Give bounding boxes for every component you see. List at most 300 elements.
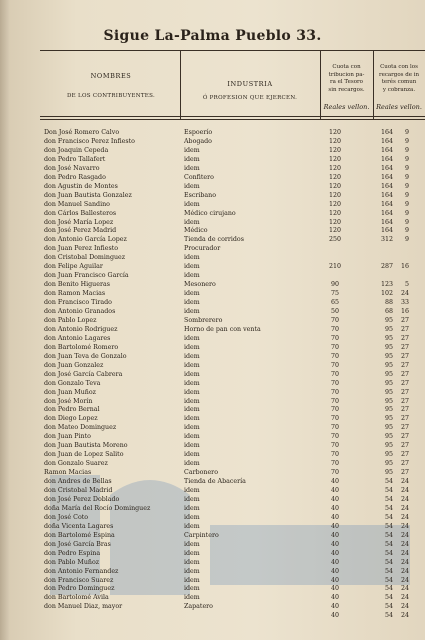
table-row bbox=[0, 280, 425, 289]
cuota-sin-recargos-cell: 120 bbox=[328, 227, 342, 235]
cuota-sin-recargos-cell: 40 bbox=[330, 558, 339, 566]
header-cuota-con-recargos bbox=[373, 64, 425, 94]
contributor-name: Ramon Macias bbox=[44, 469, 92, 477]
table-row bbox=[0, 146, 425, 155]
cuota-con-recargos-cell: 95 bbox=[384, 397, 393, 405]
industry-cell: idem bbox=[184, 585, 200, 593]
cuota-con-recargos-cell: 54 bbox=[384, 585, 393, 593]
industry-cell: Abogado bbox=[184, 137, 212, 145]
cuota-fraccion-cell: 24 bbox=[400, 567, 409, 575]
table-row bbox=[0, 558, 425, 567]
cuota-fraccion-cell: 9 bbox=[404, 129, 409, 136]
cuota-sin-recargos-cell: 40 bbox=[330, 603, 339, 611]
cuota-sin-recargos-cell: 70 bbox=[330, 379, 339, 387]
cuota-sin-recargos-cell: 90 bbox=[330, 281, 339, 289]
header-cuota2-line1: Cuota con los bbox=[380, 64, 418, 70]
contributor-name: don Agustin de Montes bbox=[44, 182, 118, 190]
industry-cell: Espoerío bbox=[184, 129, 213, 136]
cuota-con-recargos-cell: 95 bbox=[384, 361, 393, 369]
contributor-name: don Juan de Lopez Salito bbox=[44, 451, 124, 459]
table-row bbox=[0, 513, 425, 522]
contributor-name: don Francisco Perez Infiesto bbox=[44, 137, 135, 145]
industry-cell: idem bbox=[184, 254, 200, 262]
header-reales-vellon-1: Reales vellon. bbox=[323, 103, 370, 111]
industry-cell: idem bbox=[184, 487, 200, 494]
cuota-fraccion-cell: 27 bbox=[400, 352, 409, 360]
cuota-fraccion-cell: 24 bbox=[400, 549, 409, 557]
header-cuota2-line4: y cobranza. bbox=[382, 86, 416, 93]
table-row bbox=[0, 173, 425, 182]
industry-cell: idem bbox=[184, 146, 200, 154]
cuota-sin-recargos-cell: 40 bbox=[330, 504, 339, 512]
cuota-fraccion-cell: 16 bbox=[400, 263, 409, 271]
cuota-sin-recargos-cell: 250 bbox=[328, 236, 342, 244]
cuota-con-recargos-cell: 95 bbox=[384, 388, 393, 396]
table-row bbox=[0, 262, 425, 271]
contributor-name: don Ramon Macias bbox=[44, 290, 106, 298]
table-row bbox=[0, 531, 425, 540]
industry-cell: idem bbox=[184, 424, 200, 432]
cuota-sin-recargos-cell: 120 bbox=[328, 137, 342, 145]
contributor-name: don Manuel Diaz, mayor bbox=[44, 603, 123, 611]
cuota-sin-recargos-cell: 70 bbox=[330, 352, 339, 360]
cuota-fraccion-cell: 9 bbox=[404, 191, 409, 199]
table-row bbox=[0, 486, 425, 495]
cuota-sin-recargos-cell: 120 bbox=[328, 209, 342, 217]
contributor-name: don José Perez Madrid bbox=[44, 227, 117, 235]
industry-cell: Mesonero bbox=[184, 281, 216, 289]
cuota-sin-recargos-cell: 120 bbox=[328, 146, 342, 154]
cuota-sin-recargos-cell: 70 bbox=[330, 415, 339, 423]
cuota-con-recargos-cell: 54 bbox=[384, 567, 393, 575]
cuota-con-recargos-cell: 164 bbox=[380, 218, 393, 226]
contributor-name: don José María Lopez bbox=[44, 218, 114, 226]
cuota-fraccion-cell: 24 bbox=[400, 478, 409, 486]
table-row bbox=[0, 137, 425, 146]
cuota-con-recargos-cell: 164 bbox=[380, 191, 393, 199]
cuota-con-recargos-cell: 54 bbox=[384, 531, 393, 539]
cuota-sin-recargos-cell: 70 bbox=[330, 316, 339, 324]
industry-cell: idem bbox=[184, 155, 200, 163]
contributor-name: don Pablo Lopez bbox=[44, 316, 97, 324]
cuota-sin-recargos-cell: 40 bbox=[330, 522, 339, 530]
contributor-name: don José García Bras bbox=[44, 540, 111, 548]
cuota-con-recargos-cell: 95 bbox=[384, 352, 393, 360]
cuota-sin-recargos-cell: 120 bbox=[328, 155, 342, 163]
cuota-sin-recargos-cell: 70 bbox=[330, 370, 339, 378]
cuota-con-recargos-cell: 312 bbox=[380, 236, 393, 244]
contributor-name: don Juan Pinto bbox=[44, 433, 91, 441]
table-row bbox=[0, 397, 425, 406]
table-row bbox=[0, 602, 425, 611]
table-row bbox=[0, 370, 425, 379]
industry-cell: idem bbox=[184, 290, 200, 298]
cuota-sin-recargos-cell: 40 bbox=[330, 540, 339, 548]
industry-cell: idem bbox=[184, 200, 200, 208]
cuota-sin-recargos-cell: 40 bbox=[330, 594, 339, 602]
table-row bbox=[0, 423, 425, 432]
contributor-name: don Joaquin Cepeda bbox=[44, 146, 109, 154]
table-row bbox=[0, 584, 425, 593]
cuota-fraccion-cell: 27 bbox=[400, 415, 409, 423]
cuota-con-recargos-cell: 102 bbox=[380, 290, 393, 298]
cuota-fraccion-cell: 27 bbox=[400, 433, 409, 441]
cuota-con-recargos-cell: 68 bbox=[384, 308, 393, 315]
cuota-con-recargos-cell: 164 bbox=[380, 182, 393, 190]
contributor-name: don José Morín bbox=[44, 397, 93, 405]
table-row bbox=[0, 361, 425, 370]
cuota-fraccion-cell: 24 bbox=[400, 504, 409, 512]
cuota-fraccion-cell: 24 bbox=[400, 558, 409, 566]
contributor-name: don Gonzalo Suarez bbox=[44, 460, 108, 468]
contributor-name: don Manuel Sandino bbox=[44, 200, 110, 208]
table-row bbox=[0, 325, 425, 334]
contributor-name: don José Navarro bbox=[44, 164, 100, 172]
cuota-fraccion-cell: 27 bbox=[400, 469, 409, 477]
contributor-name: don José Coto bbox=[44, 513, 89, 521]
cuota-con-recargos-cell: 54 bbox=[384, 612, 393, 620]
industry-cell: Carpintero bbox=[184, 531, 219, 539]
contributor-name: don Pedro Espina bbox=[44, 549, 101, 557]
contributor-name: don Andres de Bellas bbox=[44, 478, 112, 486]
cuota-fraccion-cell: 9 bbox=[404, 146, 409, 154]
cuota-con-recargos-cell: 95 bbox=[384, 334, 393, 342]
cuota-fraccion-cell: 24 bbox=[400, 487, 409, 494]
contributor-name: don Juan Bautista Gonzalez bbox=[44, 191, 132, 199]
cuota-fraccion-cell: 24 bbox=[400, 531, 409, 539]
industry-cell: idem bbox=[184, 334, 200, 342]
cuota-fraccion-cell: 9 bbox=[404, 227, 409, 235]
industry-cell: idem bbox=[184, 549, 200, 557]
cuota-con-recargos-cell: 95 bbox=[384, 442, 393, 450]
cuota-fraccion-cell: 27 bbox=[400, 460, 409, 468]
cuota-fraccion-cell: 5 bbox=[404, 281, 409, 289]
cuota-sin-recargos-cell: 75 bbox=[330, 290, 339, 298]
table-row bbox=[0, 253, 425, 262]
cuota-fraccion-cell: 24 bbox=[400, 612, 409, 620]
table-row bbox=[0, 155, 425, 164]
contributor-name: don Felipe Aguilar bbox=[44, 263, 103, 271]
cuota-fraccion-cell: 24 bbox=[400, 522, 409, 530]
cuota-sin-recargos-cell: 70 bbox=[330, 325, 339, 333]
contributor-name: don Antonio García Lopez bbox=[44, 236, 127, 244]
header-cuota-sin-recargos bbox=[320, 64, 373, 94]
cuota-fraccion-cell: 9 bbox=[404, 137, 409, 145]
table-row bbox=[0, 459, 425, 468]
cuota-sin-recargos-cell: 70 bbox=[330, 460, 339, 468]
cuota-fraccion-cell: 9 bbox=[404, 182, 409, 190]
contributor-name: don Francisco Suarez bbox=[44, 576, 114, 584]
cuota-fraccion-cell: 27 bbox=[400, 451, 409, 459]
cuota-con-recargos-cell: 164 bbox=[380, 146, 393, 154]
cuota-sin-recargos-cell: 70 bbox=[330, 361, 339, 369]
table-row bbox=[0, 298, 425, 307]
table-row bbox=[0, 379, 425, 388]
cuota-sin-recargos-cell: 50 bbox=[330, 308, 339, 315]
contributor-name: don Benito Higueras bbox=[44, 281, 110, 289]
contributor-name: don Cárlos Ballesteros bbox=[44, 209, 117, 217]
cuota-fraccion-cell: 27 bbox=[400, 370, 409, 378]
industry-cell: idem bbox=[184, 567, 200, 575]
table-row bbox=[0, 468, 425, 477]
cuota-con-recargos-cell: 54 bbox=[384, 594, 393, 602]
contributor-name: don Cristobal Dominguez bbox=[44, 254, 126, 262]
industry-cell: idem bbox=[184, 272, 200, 280]
cuota-con-recargos-cell: 95 bbox=[384, 379, 393, 387]
contributor-name: don Bartolomé Espina bbox=[44, 531, 115, 539]
industry-cell: idem bbox=[184, 379, 200, 387]
table-row bbox=[0, 352, 425, 361]
cuota-sin-recargos-cell: 70 bbox=[330, 388, 339, 396]
cuota-con-recargos-cell: 95 bbox=[384, 325, 393, 333]
table-row bbox=[0, 334, 425, 343]
cuota-fraccion-cell: 24 bbox=[400, 513, 409, 521]
industry-cell: idem bbox=[184, 576, 200, 584]
cuota-sin-recargos-cell: 70 bbox=[330, 451, 339, 459]
contributor-name: don Pablo Muñoz bbox=[44, 558, 100, 566]
cuota-con-recargos-cell: 95 bbox=[384, 433, 393, 441]
cuota-con-recargos-cell: 164 bbox=[380, 200, 393, 208]
cuota-con-recargos-cell: 164 bbox=[380, 129, 393, 136]
cuota-con-recargos-cell: 164 bbox=[380, 227, 393, 235]
industry-cell: idem bbox=[184, 495, 200, 503]
cuota-con-recargos-cell: 95 bbox=[384, 343, 393, 351]
cuota-con-recargos-cell: 54 bbox=[384, 504, 393, 512]
cuota-fraccion-cell: 24 bbox=[400, 540, 409, 548]
contributor-name: don Juan Muñoz bbox=[44, 388, 96, 396]
header-cuota2-line2: recargos de in bbox=[378, 71, 420, 78]
cuota-con-recargos-cell: 95 bbox=[384, 370, 393, 378]
cuota-sin-recargos-cell: 120 bbox=[328, 191, 342, 199]
table-row bbox=[0, 477, 425, 486]
industry-cell: idem bbox=[184, 451, 200, 459]
contributor-name: don Pedro Tallafert bbox=[44, 155, 106, 163]
contributor-name: Don José Romero Calvo bbox=[44, 129, 120, 136]
header-bottom-rule bbox=[40, 116, 425, 117]
table-row bbox=[0, 235, 425, 244]
cuota-fraccion-cell: 24 bbox=[400, 495, 409, 503]
cuota-sin-recargos-cell: 70 bbox=[330, 406, 339, 414]
industry-cell: idem bbox=[184, 370, 200, 378]
header-de-los-contribuyentes: DE LOS CONTRIBUYENTES. bbox=[66, 93, 156, 99]
table-row bbox=[0, 522, 425, 531]
cuota-sin-recargos-cell: 70 bbox=[330, 343, 339, 351]
contributor-name: don José García Cabrera bbox=[44, 370, 123, 378]
table-row bbox=[0, 414, 425, 423]
contributor-name: don Juan Gonzalez bbox=[44, 361, 104, 369]
cuota-con-recargos-cell: 123 bbox=[380, 281, 393, 289]
cuota-sin-recargos-cell: 70 bbox=[330, 334, 339, 342]
cuota-fraccion-cell: 9 bbox=[404, 173, 409, 181]
cuota-sin-recargos-cell: 65 bbox=[330, 299, 339, 307]
cuota-sin-recargos-cell: 120 bbox=[328, 173, 342, 181]
cuota-fraccion-cell: 16 bbox=[400, 308, 409, 315]
contributor-name: don Diego Lopez bbox=[44, 415, 98, 423]
industry-cell: idem bbox=[184, 460, 200, 468]
contributor-name: don Bartolomé Avila bbox=[44, 594, 109, 602]
cuota-con-recargos-cell: 95 bbox=[384, 469, 393, 477]
cuota-con-recargos-cell: 287 bbox=[380, 263, 393, 271]
cuota-sin-recargos-cell: 40 bbox=[330, 549, 339, 557]
cuota-con-recargos-cell: 164 bbox=[380, 155, 393, 163]
industry-cell: Procurador bbox=[184, 245, 221, 253]
contributor-name: don Gonzalo Teva bbox=[44, 379, 101, 387]
industry-cell: idem bbox=[184, 164, 200, 172]
cuota-con-recargos-cell: 95 bbox=[384, 406, 393, 414]
industry-cell: Médico bbox=[184, 227, 208, 235]
industry-cell: Confitero bbox=[184, 173, 214, 181]
cuota-sin-recargos-cell: 40 bbox=[330, 495, 339, 503]
table-row bbox=[0, 200, 425, 209]
table-row bbox=[0, 432, 425, 441]
table-row bbox=[0, 164, 425, 173]
cuota-fraccion-cell: 24 bbox=[400, 594, 409, 602]
table-row bbox=[0, 289, 425, 298]
industry-cell: Tienda de Abacería bbox=[184, 478, 246, 486]
cuota-fraccion-cell: 27 bbox=[400, 388, 409, 396]
cuota-con-recargos-cell: 54 bbox=[384, 487, 393, 494]
table-row bbox=[0, 540, 425, 549]
header-profesion: Ó PROFESION QUE EJERCEN. bbox=[202, 95, 298, 101]
industry-cell: idem bbox=[184, 504, 200, 512]
industry-cell: idem bbox=[184, 442, 200, 450]
cuota-sin-recargos-cell: 70 bbox=[330, 424, 339, 432]
industry-cell: idem bbox=[184, 522, 200, 530]
cuota-fraccion-cell: 27 bbox=[400, 379, 409, 387]
table-row bbox=[0, 504, 425, 513]
industry-cell: idem bbox=[184, 594, 200, 602]
industry-cell: idem bbox=[184, 263, 200, 271]
cuota-fraccion-cell: 9 bbox=[404, 218, 409, 226]
cuota-sin-recargos-cell: 120 bbox=[328, 164, 342, 172]
industry-cell: Sombrerero bbox=[184, 316, 223, 324]
table-row bbox=[0, 307, 425, 316]
cuota-con-recargos-cell: 54 bbox=[384, 513, 393, 521]
header-top-rule bbox=[40, 50, 425, 51]
cuota-fraccion-cell: 33 bbox=[400, 299, 409, 307]
cuota-sin-recargos-cell: 40 bbox=[330, 487, 339, 494]
contributor-name: don Mateo Dominguez bbox=[44, 424, 117, 432]
table-row bbox=[0, 611, 425, 620]
table-row bbox=[0, 191, 425, 200]
cuota-sin-recargos-cell: 70 bbox=[330, 442, 339, 450]
contributor-name: don José Perez Doblado bbox=[44, 495, 120, 503]
contributor-name: don Pedro Bernal bbox=[44, 406, 100, 414]
cuota-con-recargos-cell: 54 bbox=[384, 495, 393, 503]
page-title: Sigue La-Palma Pueblo 33. bbox=[103, 28, 322, 44]
header-reales-vellon-2: Reales vellon. bbox=[376, 103, 422, 111]
table-row bbox=[0, 593, 425, 602]
cuota-fraccion-cell: 9 bbox=[404, 236, 409, 244]
cuota-con-recargos-cell: 54 bbox=[384, 522, 393, 530]
cuota-fraccion-cell: 27 bbox=[400, 406, 409, 414]
cuota-sin-recargos-cell: 40 bbox=[330, 531, 339, 539]
cuota-fraccion-cell: 27 bbox=[400, 397, 409, 405]
industry-cell: idem bbox=[184, 513, 200, 521]
table-row bbox=[0, 316, 425, 325]
industry-cell: idem bbox=[184, 415, 200, 423]
cuota-con-recargos-cell: 95 bbox=[384, 451, 393, 459]
industry-cell: Tienda de corridos bbox=[184, 236, 244, 244]
industry-cell: idem bbox=[184, 406, 200, 414]
cuota-fraccion-cell: 9 bbox=[404, 155, 409, 163]
industry-cell: idem bbox=[184, 299, 200, 307]
contributor-name: don Cristobal Madrid bbox=[44, 487, 113, 494]
table-row bbox=[0, 441, 425, 450]
cuota-fraccion-cell: 27 bbox=[400, 316, 409, 324]
cuota-sin-recargos-cell: 70 bbox=[330, 433, 339, 441]
cuota-con-recargos-cell: 95 bbox=[384, 424, 393, 432]
table-row bbox=[0, 128, 425, 137]
cuota-fraccion-cell: 27 bbox=[400, 343, 409, 351]
cuota-sin-recargos-cell: 40 bbox=[330, 612, 339, 620]
contributor-name: doña Vicenta Lagares bbox=[44, 522, 114, 530]
cuota-con-recargos-cell: 95 bbox=[384, 316, 393, 324]
cuota-fraccion-cell: 27 bbox=[400, 361, 409, 369]
contributor-name: don Juan Perez Infiesto bbox=[44, 245, 119, 253]
table-row bbox=[0, 218, 425, 227]
contributor-name: don Pedro Rasgado bbox=[44, 173, 106, 181]
header-industria: INDUSTRIA bbox=[227, 80, 273, 88]
table-row bbox=[0, 576, 425, 585]
header-nombres: NOMBRES bbox=[90, 72, 132, 80]
cuota-fraccion-cell: 24 bbox=[400, 290, 409, 298]
contributor-name: don Antonio Fernandez bbox=[44, 567, 119, 575]
cuota-con-recargos-cell: 54 bbox=[384, 540, 393, 548]
cuota-fraccion-cell: 9 bbox=[404, 164, 409, 172]
cuota-con-recargos-cell: 54 bbox=[384, 549, 393, 557]
cuota-sin-recargos-cell: 40 bbox=[330, 567, 339, 575]
header-bottom-rule-2 bbox=[40, 119, 425, 120]
header-cuota1-line2: tribucion pa- bbox=[328, 71, 365, 78]
contributor-name: don Antonio Lagares bbox=[44, 334, 111, 342]
table-row bbox=[0, 567, 425, 576]
industry-cell: idem bbox=[184, 433, 200, 441]
cuota-con-recargos-cell: 88 bbox=[384, 299, 393, 307]
table-row bbox=[0, 271, 425, 280]
industry-cell: idem bbox=[184, 397, 200, 405]
cuota-con-recargos-cell: 54 bbox=[384, 558, 393, 566]
industry-cell: idem bbox=[184, 540, 200, 548]
header-cuota2-line3: terés comun bbox=[381, 79, 417, 85]
contributor-name: don Bartolomé Romero bbox=[44, 343, 119, 351]
cuota-con-recargos-cell: 164 bbox=[380, 137, 393, 145]
cuota-fraccion-cell: 27 bbox=[400, 334, 409, 342]
table-row bbox=[0, 244, 425, 253]
industry-cell: idem bbox=[184, 558, 200, 566]
cuota-fraccion-cell: 27 bbox=[400, 442, 409, 450]
cuota-con-recargos-cell: 95 bbox=[384, 460, 393, 468]
table-row bbox=[0, 405, 425, 414]
contributor-name: doña María del Rocío Dominguez bbox=[44, 504, 151, 512]
table-row bbox=[0, 495, 425, 504]
cuota-sin-recargos-cell: 40 bbox=[330, 478, 339, 486]
industry-cell: idem bbox=[184, 308, 200, 315]
contributor-name: don Francisco Tirado bbox=[44, 299, 112, 307]
cuota-sin-recargos-cell: 120 bbox=[328, 218, 342, 226]
header-cuota1-line1: Cuota con bbox=[332, 64, 361, 70]
cuota-fraccion-cell: 27 bbox=[400, 424, 409, 432]
cuota-sin-recargos-cell: 210 bbox=[328, 263, 342, 271]
contributor-name: don Pedro Dominguez bbox=[44, 585, 115, 593]
cuota-con-recargos-cell: 54 bbox=[384, 478, 393, 486]
cuota-sin-recargos-cell: 40 bbox=[330, 585, 339, 593]
table-row bbox=[0, 226, 425, 235]
cuota-fraccion-cell: 24 bbox=[400, 585, 409, 593]
table-row bbox=[0, 549, 425, 558]
cuota-fraccion-cell: 24 bbox=[400, 576, 409, 584]
cuota-con-recargos-cell: 164 bbox=[380, 173, 393, 181]
